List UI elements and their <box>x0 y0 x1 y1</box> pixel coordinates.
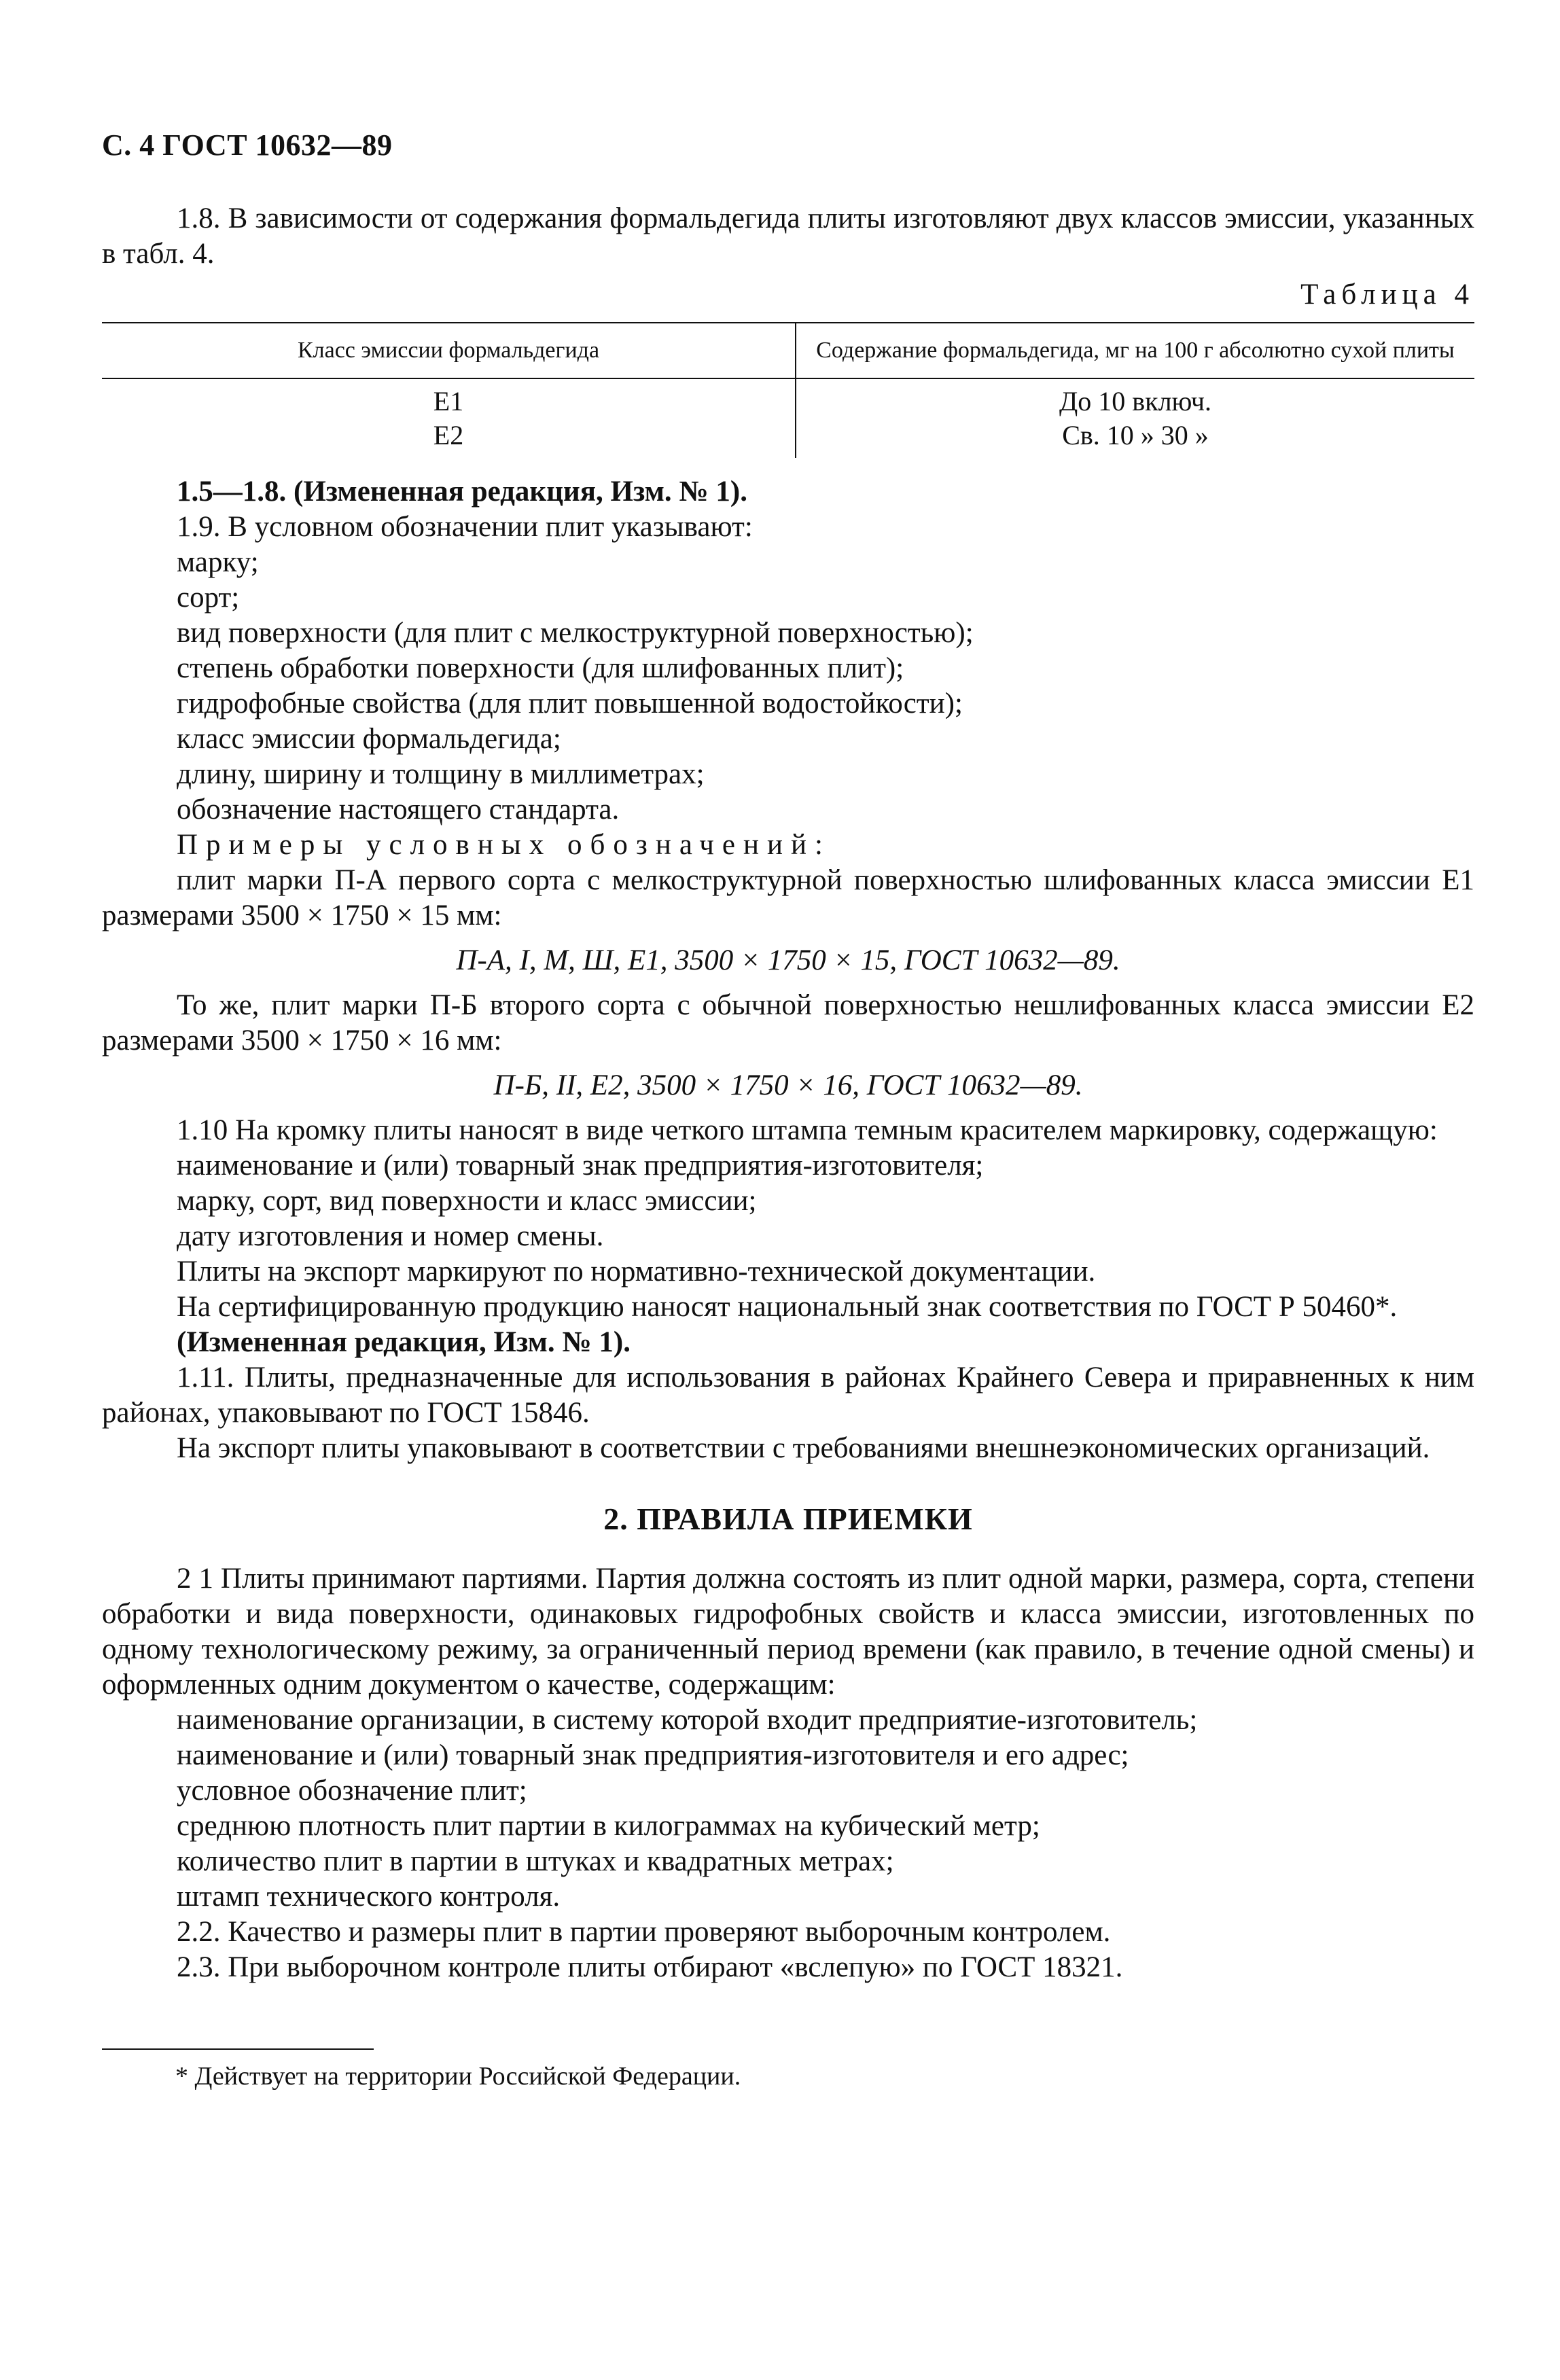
table-cell-class: E1 <box>433 386 464 416</box>
table-cell-value: Св. 10 » 30 » <box>1062 420 1209 450</box>
list-item: класс эмиссии формальдегида; <box>177 723 561 755</box>
list-item: наименование и (или) товарный знак предприятия-изготовителя; <box>177 1150 984 1182</box>
list-item: дату изготовления и номер смены. <box>177 1220 604 1252</box>
table-header-content-text: Содержание формальдегида, мг на 100 г абсолютно сухой плиты <box>816 338 1455 363</box>
table-cell-class: E2 <box>433 420 464 450</box>
table-caption: Таблица 4 <box>1300 279 1474 310</box>
amendment-note-1: 1.5—1.8. (Измененная редакция, Изм. № 1). <box>177 476 747 508</box>
paragraph-2-2: 2.2. Качество и размеры плит в партии проверяют выборочным контролем. <box>177 1916 1111 1948</box>
list-item: степень обработки поверхности (для шлифованных плит); <box>177 652 904 684</box>
emission-class-table <box>102 322 1474 458</box>
footnote: * Действует на территории Российской Федерации. <box>175 2062 741 2091</box>
list-item: сорт; <box>177 582 240 614</box>
list-item: гидрофобные свойства (для плит повышенной водостойкости); <box>177 688 963 720</box>
table-header-class: Класс эмиссии формальдегида <box>102 323 796 378</box>
list-item: штамп технического контроля. <box>177 1881 561 1913</box>
list-1-9 <box>102 545 1474 828</box>
paragraph-certification: На сертифицированную продукцию наносят национальный знак соответствия по ГОСТ Р 50460*. <box>177 1291 1398 1323</box>
paragraph-export-packing: На экспорт плиты упаковывают в соответствии с требованиями внешнеэкономических организаций. <box>177 1432 1430 1464</box>
paragraph-1-10: 1.10 На кромку плиты наносят в виде четкого штампа темным красителем маркировку, содержащую: <box>177 1114 1438 1146</box>
page-header: С. 4 ГОСТ 10632—89 <box>102 128 393 162</box>
list-item: длину, ширину и толщину в миллиметрах; <box>177 758 705 790</box>
list-2-1 <box>102 1703 1474 1915</box>
list-item: марку; <box>177 546 259 578</box>
list-1-10 <box>102 1148 1474 1254</box>
paragraph-1-8: 1.8. В зависимости от содержания формальдегида плиты изготовляют двух классов эмиссии, указанных в табл. 4. <box>102 202 1474 270</box>
list-item: вид поверхности (для плит с мелкоструктурной поверхностью); <box>177 617 974 649</box>
list-item: наименование организации, в систему которой входит предприятие-изготовитель; <box>177 1704 1198 1736</box>
paragraph-2-1: 2 1 Плиты принимают партиями. Партия должна состоять из плит одной марки, размера, сорта, степени обработки и вида поверхности, одинаковых гидрофобных свойств и класса эмиссии, изготовленных по одному технологическому режиму, за ограниченный период времени (как правило, в течение одной смены) и оформленных одним документом о качестве, содержащим: <box>102 1563 1474 1701</box>
table-cell-value: До 10 включ. <box>1059 386 1212 416</box>
table-cell-values <box>796 378 1474 458</box>
table-row <box>102 378 1474 458</box>
list-item: наименование и (или) товарный знак предприятия-изготовителя и его адрес; <box>177 1739 1129 1771</box>
list-item: обозначение настоящего стандарта. <box>177 794 620 825</box>
paragraph-export-marking: Плиты на экспорт маркируют по нормативно-технической документации. <box>177 1256 1096 1287</box>
list-item: среднюю плотность плит партии в килограммах на кубический метр; <box>177 1810 1040 1842</box>
document-body <box>102 201 1474 1985</box>
table-header-content <box>796 323 1474 378</box>
example-1-text: плит марки П-А первого сорта с мелкоструктурной поверхностью шлифованных класса эмиссии Е1 размерами 3500 × 1750 × 15 мм: <box>102 864 1474 931</box>
section-2-title: 2. ПРАВИЛА ПРИЕМКИ <box>603 1502 973 1536</box>
example-2-text: То же, плит марки П-Б второго сорта с обычной поверхностью нешлифованных класса эмиссии Е2 размерами 3500 × 1750 × 16 мм: <box>102 989 1474 1056</box>
list-item: условное обозначение плит; <box>177 1775 527 1807</box>
paragraph-2-3: 2.3. При выборочном контроле плиты отбирают «вслепую» по ГОСТ 18321. <box>177 1951 1123 1983</box>
paragraph-1-11: 1.11. Плиты, предназначенные для использования в районах Крайнего Севера и приравненных к ним районах, упаковывают по ГОСТ 15846. <box>102 1362 1474 1429</box>
footnote-divider <box>102 2048 374 2050</box>
list-item: количество плит в партии в штуках и квадратных метрах; <box>177 1845 894 1877</box>
example-2-formula: П-Б, II, Е2, 3500 × 1750 × 16, ГОСТ 10632—89. <box>493 1069 1083 1101</box>
example-1-formula: П-А, I, М, Ш, Е1, 3500 × 1750 × 15, ГОСТ 10632—89. <box>456 944 1120 976</box>
examples-title: Примеры условных обозначений: <box>177 829 831 861</box>
amendment-note-2: (Измененная редакция, Изм. № 1). <box>177 1326 631 1358</box>
list-item: марку, сорт, вид поверхности и класс эмиссии; <box>177 1185 757 1217</box>
table-cell-classes <box>102 378 796 458</box>
paragraph-1-9: 1.9. В условном обозначении плит указывают: <box>177 511 753 543</box>
